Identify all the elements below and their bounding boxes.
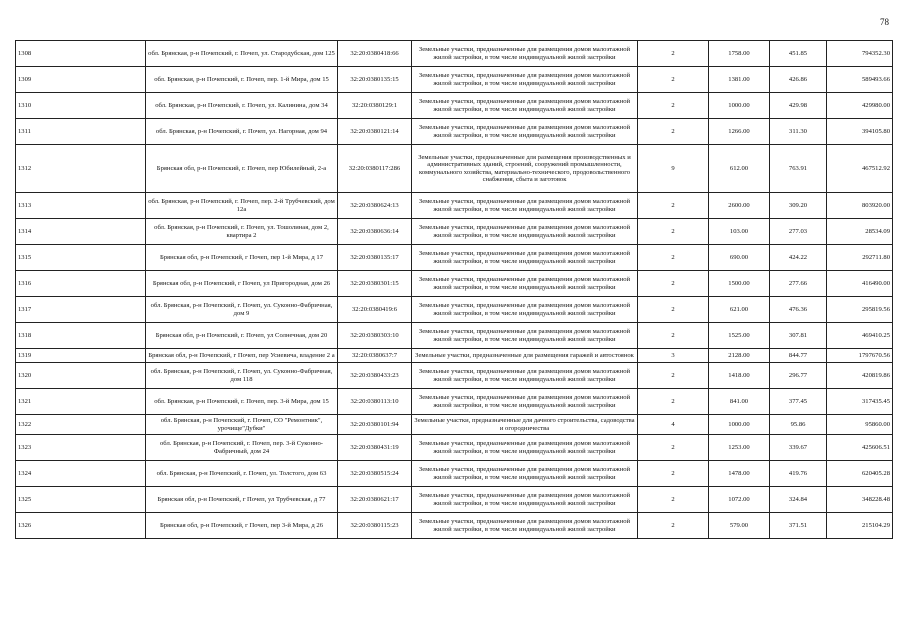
category-code-cell: 2	[638, 297, 709, 323]
category-code-cell: 2	[638, 219, 709, 245]
table-row	[16, 461, 893, 487]
cadastral-number-cell: 32:20:0380636:14	[338, 219, 412, 245]
cadastral-value-cell: 295819.56	[827, 297, 893, 323]
category-code-cell: 2	[638, 67, 709, 93]
land-use-cell: Земельные участки, предназначенные для размещения домов малоэтажной жилой застройки, в том числе индивидуальной жилой застройки	[412, 435, 638, 461]
land-use-cell: Земельные участки, предназначенные для размещения домов малоэтажной жилой застройки, в том числе индивидуальной жилой застройки	[412, 297, 638, 323]
land-use-cell: Земельные участки, предназначенные для размещения домов малоэтажной жилой застройки, в том числе индивидуальной жилой застройки	[412, 513, 638, 539]
category-code-cell: 2	[638, 119, 709, 145]
category-code-cell: 3	[638, 349, 709, 363]
row-number: 1319	[16, 349, 146, 363]
table-row	[16, 271, 893, 297]
cadastral-value-cell: 317435.45	[827, 389, 893, 415]
table-row	[16, 245, 893, 271]
category-code-cell: 2	[638, 93, 709, 119]
specific-value-cell: 311.30	[770, 119, 827, 145]
area-cell: 1000.00	[709, 415, 770, 435]
area-cell: 1072.00	[709, 487, 770, 513]
page-number: 78	[880, 17, 889, 27]
cadastral-value-cell: 803920.00	[827, 193, 893, 219]
address-cell: обл. Брянская, р-н Почепский, г. Почеп, ул. Нагорная, дом 94	[146, 119, 338, 145]
land-use-cell: Земельные участки, предназначенные для размещения домов малоэтажной жилой застройки, в том числе индивидуальной жилой застройки	[412, 389, 638, 415]
category-code-cell: 2	[638, 323, 709, 349]
land-use-cell: Земельные участки, предназначенные для размещения домов малоэтажной жилой застройки, в том числе индивидуальной жилой застройки	[412, 193, 638, 219]
cadastral-value-cell: 394105.80	[827, 119, 893, 145]
cadastral-number-cell: 32:20:0380135:15	[338, 67, 412, 93]
specific-value-cell: 307.81	[770, 323, 827, 349]
area-cell: 1500.00	[709, 271, 770, 297]
address-cell: обл. Брянская, р-н Почепский, г. Почеп, пер. 3-й Суконно-Фабричный, дом 24	[146, 435, 338, 461]
row-number: 1312	[16, 145, 146, 193]
area-cell: 1478.00	[709, 461, 770, 487]
area-cell: 841.00	[709, 389, 770, 415]
cadastral-number-cell: 32:20:0380515:24	[338, 461, 412, 487]
address-cell: обл. Брянская, р-н Почепский, г. Почеп, ул. Толстого, дом 63	[146, 461, 338, 487]
area-cell: 1381.00	[709, 67, 770, 93]
table-row	[16, 349, 893, 363]
area-cell: 1758.00	[709, 41, 770, 67]
specific-value-cell: 95.86	[770, 415, 827, 435]
cadastral-number-cell: 32:20:0380419:6	[338, 297, 412, 323]
table-row	[16, 41, 893, 67]
table-row	[16, 487, 893, 513]
area-cell: 612.00	[709, 145, 770, 193]
category-code-cell: 2	[638, 193, 709, 219]
area-cell: 1253.00	[709, 435, 770, 461]
table-row	[16, 363, 893, 389]
cadastral-value-cell: 620405.28	[827, 461, 893, 487]
cadastral-value-cell: 1797670.56	[827, 349, 893, 363]
specific-value-cell: 277.66	[770, 271, 827, 297]
area-cell: 1000.00	[709, 93, 770, 119]
table-row	[16, 389, 893, 415]
table-body	[16, 41, 893, 539]
specific-value-cell: 371.51	[770, 513, 827, 539]
cadastral-number-cell: 32:20:0380624:13	[338, 193, 412, 219]
cadastral-value-cell: 95860.00	[827, 415, 893, 435]
category-code-cell: 2	[638, 389, 709, 415]
address-cell: обл. Брянская, р-н Почепский, г. Почеп, пер. 2-й Трубчевский, дом 12а	[146, 193, 338, 219]
table-row	[16, 513, 893, 539]
category-code-cell: 2	[638, 245, 709, 271]
address-cell: обл. Брянская, р-н Почепский, г. Почеп, ул. Суконно-Фабричная, дом 118	[146, 363, 338, 389]
address-cell: Брянская обл, р-н Почепский, г Почеп, ул Трубчевская, д 77	[146, 487, 338, 513]
category-code-cell: 2	[638, 513, 709, 539]
cadastral-number-cell: 32:20:0380431:19	[338, 435, 412, 461]
category-code-cell: 9	[638, 145, 709, 193]
cadastral-value-cell: 28534.09	[827, 219, 893, 245]
cadastral-value-cell: 467512.92	[827, 145, 893, 193]
category-code-cell: 2	[638, 461, 709, 487]
address-cell: Брянская обл, р-н Почепский, г. Почеп, пер Юбилейный, 2-а	[146, 145, 338, 193]
area-cell: 1266.00	[709, 119, 770, 145]
row-number: 1315	[16, 245, 146, 271]
category-code-cell: 2	[638, 363, 709, 389]
specific-value-cell: 324.84	[770, 487, 827, 513]
cadastral-value-cell: 215104.29	[827, 513, 893, 539]
row-number: 1324	[16, 461, 146, 487]
address-cell: обл. Брянская, р-н Почепский, г. Почеп, ул. Суконно-Фабричная, дом 9	[146, 297, 338, 323]
category-code-cell: 2	[638, 487, 709, 513]
row-number: 1320	[16, 363, 146, 389]
cadastral-number-cell: 32:20:0380418:66	[338, 41, 412, 67]
cadastral-number-cell: 32:20:0380115:23	[338, 513, 412, 539]
cadastral-number-cell: 32:20:0380135:17	[338, 245, 412, 271]
row-number: 1308	[16, 41, 146, 67]
address-cell: Брянская обл, р-н Почепский, г Почеп, пер 1-й Мира, д 17	[146, 245, 338, 271]
table-row	[16, 219, 893, 245]
address-cell: обл. Брянская, р-н Почепский, г. Почеп, пер. 3-й Мира, дом 15	[146, 389, 338, 415]
table-row	[16, 323, 893, 349]
row-number: 1317	[16, 297, 146, 323]
cadastral-value-cell: 794352.30	[827, 41, 893, 67]
specific-value-cell: 339.67	[770, 435, 827, 461]
cadastral-value-cell: 425606.51	[827, 435, 893, 461]
land-use-cell: Земельные участки, предназначенные для размещения домов малоэтажной жилой застройки, в том числе индивидуальной жилой застройки	[412, 41, 638, 67]
area-cell: 103.00	[709, 219, 770, 245]
row-number: 1322	[16, 415, 146, 435]
row-number: 1316	[16, 271, 146, 297]
address-cell: Брянская обл, р-н Почепский, г Почеп, ул Пригородная, дом 26	[146, 271, 338, 297]
cadastral-number-cell: 32:20:0380113:10	[338, 389, 412, 415]
cadastral-number-cell: 32:20:0380621:17	[338, 487, 412, 513]
address-cell: Брянская обл, р-н Почепский, г Почеп, пер 3-й Мира, д 26	[146, 513, 338, 539]
land-use-cell: Земельные участки, предназначенные для размещения домов малоэтажной жилой застройки, в том числе индивидуальной жилой застройки	[412, 487, 638, 513]
category-code-cell: 2	[638, 435, 709, 461]
area-cell: 1525.00	[709, 323, 770, 349]
land-use-cell: Земельные участки, предназначенные для размещения домов малоэтажной жилой застройки, в том числе индивидуальной жилой застройки	[412, 271, 638, 297]
specific-value-cell: 763.91	[770, 145, 827, 193]
table-row	[16, 415, 893, 435]
category-code-cell: 4	[638, 415, 709, 435]
row-number: 1310	[16, 93, 146, 119]
address-cell: обл. Брянская, р-н Почепский, г. Почеп, пер. 1-й Мира, дом 15	[146, 67, 338, 93]
land-use-cell: Земельные участки, предназначенные для размещения домов малоэтажной жилой застройки, в том числе индивидуальной жилой застройки	[412, 245, 638, 271]
row-number: 1314	[16, 219, 146, 245]
row-number: 1321	[16, 389, 146, 415]
area-cell: 1418.00	[709, 363, 770, 389]
specific-value-cell: 377.45	[770, 389, 827, 415]
table-row	[16, 93, 893, 119]
area-cell: 690.00	[709, 245, 770, 271]
specific-value-cell: 426.86	[770, 67, 827, 93]
land-use-cell: Земельные участки, предназначенные для размещения домов малоэтажной жилой застройки, в том числе индивидуальной жилой застройки	[412, 219, 638, 245]
area-cell: 579.00	[709, 513, 770, 539]
address-cell: обл. Брянская, р-н Почепский, г. Почеп, СО "Ремонтник", урочище"Дубки"	[146, 415, 338, 435]
specific-value-cell: 419.76	[770, 461, 827, 487]
specific-value-cell: 429.98	[770, 93, 827, 119]
address-cell: обл. Брянская, р-н Почепский, г. Почеп, ул. Тошолиная, дом 2, квартира 2	[146, 219, 338, 245]
table-row	[16, 119, 893, 145]
cadastral-value-cell: 429980.00	[827, 93, 893, 119]
specific-value-cell: 277.03	[770, 219, 827, 245]
cadastral-value-cell: 292711.80	[827, 245, 893, 271]
land-use-cell: Земельные участки, предназначенные для размещения домов малоэтажной жилой застройки, в том числе индивидуальной жилой застройки	[412, 461, 638, 487]
row-number: 1326	[16, 513, 146, 539]
row-number: 1311	[16, 119, 146, 145]
land-use-cell: Земельные участки, предназначенные для размещения домов малоэтажной жилой застройки, в том числе индивидуальной жилой застройки	[412, 119, 638, 145]
land-registry-table	[15, 40, 893, 539]
category-code-cell: 2	[638, 271, 709, 297]
row-number: 1313	[16, 193, 146, 219]
cadastral-value-cell: 589493.66	[827, 67, 893, 93]
specific-value-cell: 424.22	[770, 245, 827, 271]
cadastral-number-cell: 32:20:0380101:94	[338, 415, 412, 435]
table-row	[16, 193, 893, 219]
row-number: 1325	[16, 487, 146, 513]
address-cell: обл. Брянская, р-н Почепский, г. Почеп, ул. Калинина, дом 34	[146, 93, 338, 119]
specific-value-cell: 309.20	[770, 193, 827, 219]
table-row	[16, 67, 893, 93]
area-cell: 621.00	[709, 297, 770, 323]
land-use-cell: Земельные участки, предназначенные для дачного строительства, садоводства и огородничества	[412, 415, 638, 435]
row-number: 1323	[16, 435, 146, 461]
category-code-cell: 2	[638, 41, 709, 67]
address-cell: Брянская обл, р-н Почепский, г Почеп, пер Усиевича, владение 2 а	[146, 349, 338, 363]
cadastral-number-cell: 32:20:0380637:7	[338, 349, 412, 363]
cadastral-value-cell: 420819.86	[827, 363, 893, 389]
specific-value-cell: 451.85	[770, 41, 827, 67]
cadastral-value-cell: 469410.25	[827, 323, 893, 349]
specific-value-cell: 844.77	[770, 349, 827, 363]
table-row	[16, 145, 893, 193]
land-use-cell: Земельные участки, предназначенные для размещения домов малоэтажной жилой застройки, в том числе индивидуальной жилой застройки	[412, 323, 638, 349]
cadastral-number-cell: 32:20:0380129:1	[338, 93, 412, 119]
area-cell: 2128.00	[709, 349, 770, 363]
land-use-cell: Земельные участки, предназначенные для размещения домов малоэтажной жилой застройки, в том числе индивидуальной жилой застройки	[412, 67, 638, 93]
table-row	[16, 297, 893, 323]
land-use-cell: Земельные участки, предназначенные для размещения домов малоэтажной жилой застройки, в том числе индивидуальной жилой застройки	[412, 93, 638, 119]
area-cell: 2600.00	[709, 193, 770, 219]
specific-value-cell: 296.77	[770, 363, 827, 389]
cadastral-value-cell: 416490.00	[827, 271, 893, 297]
cadastral-number-cell: 32:20:0380303:10	[338, 323, 412, 349]
land-use-cell: Земельные участки, предназначенные для размещения производственных и административных зданий, строений, сооружений промышленности, коммунального хозяйства, материально-технического, продовольственного снабжения, сбыта и заготовок	[412, 145, 638, 193]
cadastral-number-cell: 32:20:0380433:23	[338, 363, 412, 389]
address-cell: обл. Брянская, р-н Почепский, г. Почеп, ул. Стародубская, дом 125	[146, 41, 338, 67]
row-number: 1309	[16, 67, 146, 93]
cadastral-value-cell: 348228.48	[827, 487, 893, 513]
cadastral-number-cell: 32:20:0380121:14	[338, 119, 412, 145]
cadastral-number-cell: 32:20:0380117:286	[338, 145, 412, 193]
address-cell: Брянская обл, р-н Почепский, г. Почеп, ул Солнечная, дом 20	[146, 323, 338, 349]
table-row	[16, 435, 893, 461]
cadastral-number-cell: 32:20:0380301:15	[338, 271, 412, 297]
specific-value-cell: 476.36	[770, 297, 827, 323]
land-use-cell: Земельные участки, предназначенные для размещения домов малоэтажной жилой застройки, в том числе индивидуальной жилой застройки	[412, 363, 638, 389]
row-number: 1318	[16, 323, 146, 349]
land-use-cell: Земельные участки, предназначенные для размещения гаражей и автостоянок	[412, 349, 638, 363]
